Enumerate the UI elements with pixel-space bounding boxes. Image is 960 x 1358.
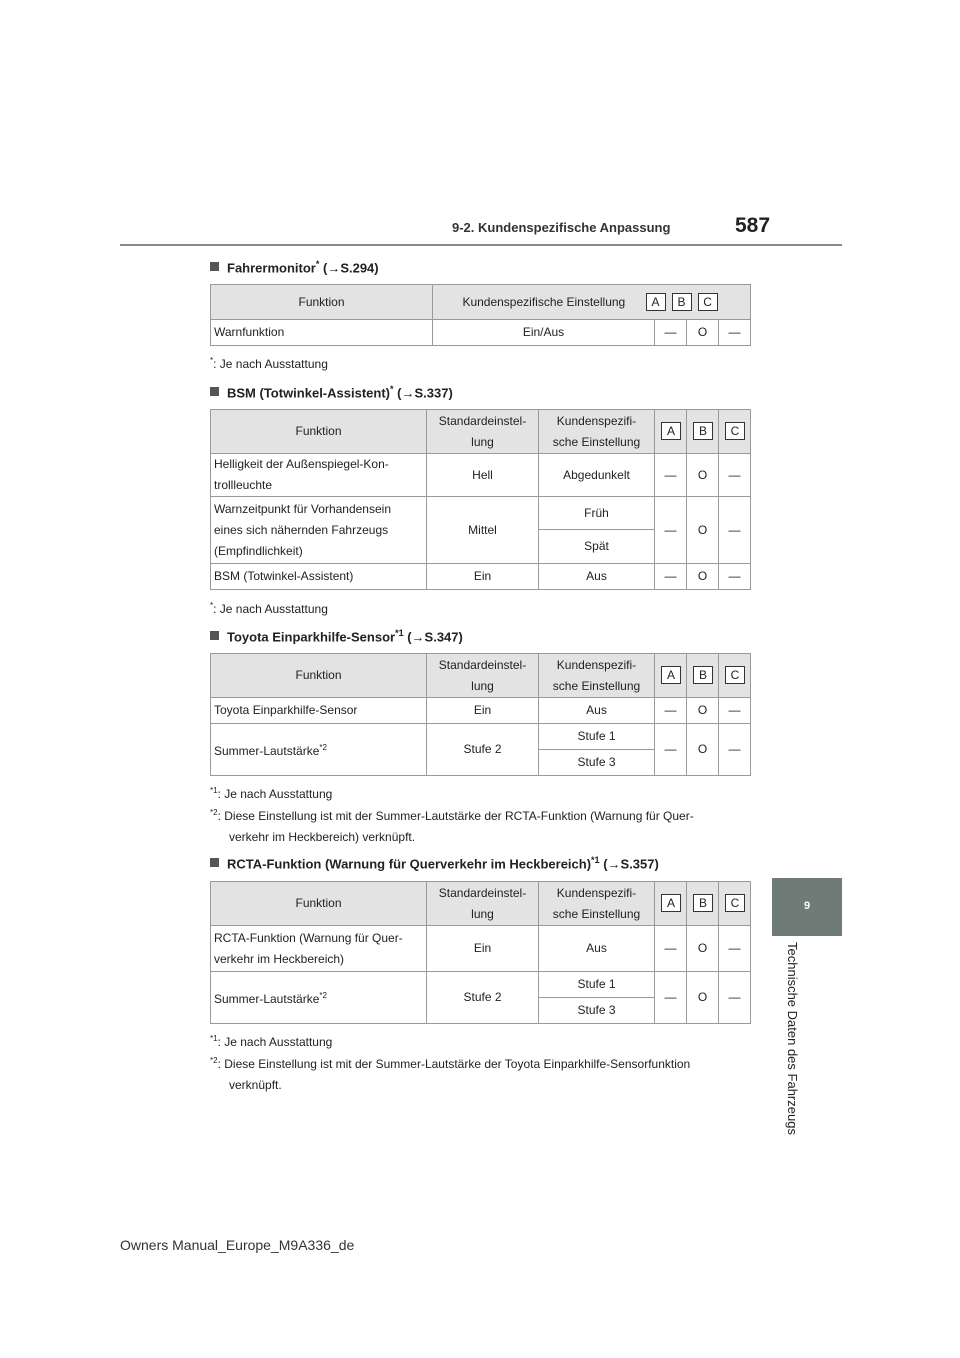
table-row: Summer-Lautstärke$^{*2}$ Stufe 2 Stufe 1 — O — — [211, 724, 751, 750]
mode-b-label: B — [672, 293, 692, 311]
square-bullet-icon — [210, 387, 219, 396]
table-row: BSM (Totwinkel-Assistent) Ein Aus — O — — [211, 564, 751, 590]
page-reference-link[interactable]: (→S.337) — [397, 385, 453, 401]
footnote: $^{*1}$: Je nach Ausstattung — [210, 786, 333, 801]
header-divider — [120, 244, 842, 246]
footnote: $^{*2}$: Diese Einstellung ist mit der Summer-Lautstärke der RCTA-Funktion (Warnung für Quer- verkehr im Heckbereich) verknüpft. — [210, 808, 694, 844]
col-header-custom-setting: Kundenspezifische Einstellung A B C — [433, 285, 751, 320]
table-row: Warnfunktion Ein/Aus — O — — [211, 320, 751, 346]
heading-rcta: RCTA-Funktion (Warnung für Querverkehr im Heckbereich)$^{*1}$ (→S.357) — [210, 855, 659, 871]
page-reference-link[interactable]: (→S.347) — [407, 629, 463, 645]
table-row: Helligkeit der Außenspiegel-Kon- trollleuchte Hell Abgedunkelt — O — — [211, 454, 751, 497]
mode-c-label: C — [698, 293, 718, 311]
footnote: $^{*1}$: Je nach Ausstattung — [210, 1034, 333, 1049]
heading-einparkhilfe: Toyota Einparkhilfe-Sensor$^{*1}$ (→S.347) — [210, 628, 463, 644]
table-row: Stufe 3 — [211, 750, 751, 776]
chapter-tab — [772, 878, 842, 936]
table-rcta: Funktion Standardeinstel- lung Kundenspezifi- sche Einstellung A B C RCTA-Funktion (Warnung für Quer- verkehr im Heckbereich) Ein Aus — O — Summer-Lautstärke$^{*2}$ Stufe 2 Stufe 1 — O — Stufe 3 — [210, 881, 751, 1024]
table-einparkhilfe: Funktion Standardeinstel- lung Kundenspezifi- sche Einstellung A B C Toyota Einparkhilfe-Sensor Ein Aus — O — Summer-Lautstärke$^{*2}$ Stufe 2 Stufe 1 — O — Stufe 3 — [210, 653, 751, 776]
section-title: 9-2. Kundenspezifische Anpassung — [452, 220, 671, 235]
square-bullet-icon — [210, 262, 219, 271]
table-row: Spät — [211, 530, 751, 564]
square-bullet-icon — [210, 631, 219, 640]
table-row: Stufe 3 — [211, 998, 751, 1024]
table-row: Toyota Einparkhilfe-Sensor Ein Aus — O — — [211, 698, 751, 724]
footnote: $^{*2}$: Diese Einstellung ist mit der Summer-Lautstärke der Toyota Einparkhilfe-Sensorfunktion verknüpft. — [210, 1056, 691, 1092]
page-reference-link[interactable]: (→S.357) — [603, 856, 659, 872]
footer-text: Owners Manual_Europe_M9A336_de — [120, 1237, 355, 1253]
heading-fahrermonitor: Fahrermonitor* (→S.294) — [210, 259, 379, 275]
footnote: *: Je nach Ausstattung — [210, 356, 328, 371]
heading-bsm: BSM (Totwinkel-Assistent)* (→S.337) — [210, 384, 453, 400]
mode-a-label: A — [646, 293, 666, 311]
table-bsm: Funktion Standardeinstel- lung Kundenspezifi- sche Einstellung A B C Helligkeit der Außenspiegel-Kon- trollleuchte Hell Abgedunkelt — O — Warnzeitpunkt für Vorhandensein eines sich nähernden Fahrzeugs (Empfindlichkeit) Mittel Früh — O — Spät BSM (Totwinkel-Assistent) Ein Aus — O — — [210, 409, 751, 590]
table-row: RCTA-Funktion (Warnung für Quer- verkehr im Heckbereich) Ein Aus — O — — [211, 926, 751, 972]
chapter-number: 9 — [803, 900, 811, 912]
table-fahrermonitor — [210, 284, 751, 346]
footnote: *: Je nach Ausstattung — [210, 601, 328, 616]
table-row: Summer-Lautstärke$^{*2}$ Stufe 2 Stufe 1 — O — — [211, 972, 751, 998]
chapter-title: Technische Daten des Fahrzeugs — [785, 942, 800, 1135]
page-number: 587 — [735, 214, 771, 237]
table-row: Warnzeitpunkt für Vorhandensein eines sich nähernden Fahrzeugs (Empfindlichkeit) Mittel Früh — O — — [211, 497, 751, 530]
page-reference-link[interactable]: (→S.294) — [322, 260, 379, 276]
square-bullet-icon — [210, 858, 219, 867]
col-header-funktion: Funktion — [211, 285, 433, 320]
